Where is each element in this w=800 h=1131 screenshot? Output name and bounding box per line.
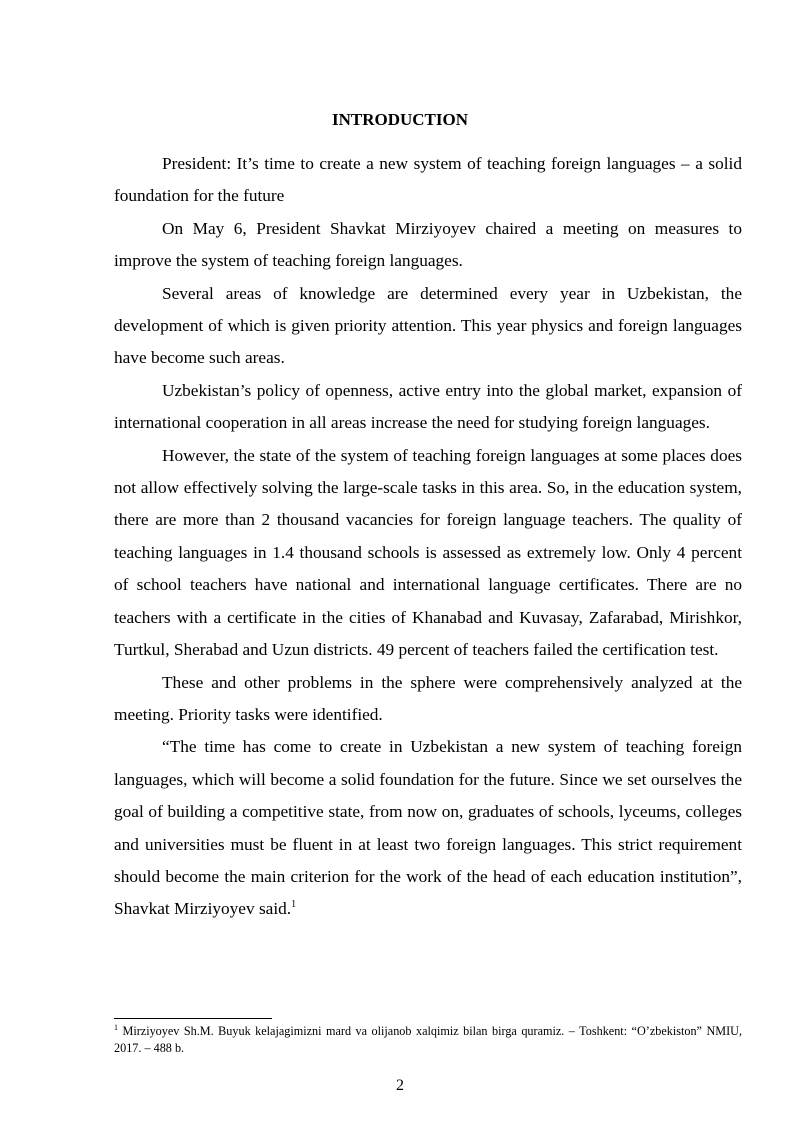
body-text	[114, 148, 742, 926]
paragraph-2: On May 6, President Shavkat Mirziyoyev chaired a meeting on measures to improve the system of teaching foreign languages.	[114, 218, 742, 271]
footnote-reference[interactable]: 1	[291, 899, 297, 911]
paragraph-4: Uzbekistan’s policy of openness, active entry into the global market, expansion of international cooperation in all areas increase the need for studying foreign languages.	[114, 380, 742, 433]
page-title: INTRODUCTION	[331, 110, 469, 129]
footnote-divider	[114, 1018, 272, 1019]
paragraph-7	[114, 731, 742, 925]
footnote	[114, 1023, 742, 1057]
footnote-text: Mirziyoyev Sh.M. Buyuk kelajagimizni mard va olijanob xalqimiz bilan birga quramiz. – Toshkent: “O’zbekiston” NMIU, 2017. – 488 b.	[114, 1024, 742, 1055]
paragraph-6: These and other problems in the sphere were comprehensively analyzed at the meeting. Priority tasks were identified.	[114, 672, 742, 724]
paragraph-5: However, the state of the system of teaching foreign languages at some places does not allow effectively solving the large-scale tasks in this area. So, in the education system, there are more than 2 thousand vacancies for foreign language teachers. The quality of teaching languages in 1.4 thousand schools is assessed as extremely low. Only 4 percent of school teachers have national and international language certificates. There are no teachers with a certificate in the cities of Khanabad and Kuvasay, Zafarabad, Mirishkor, Turtkul, Sherabad and Uzun districts. 49 percent of teachers failed the certification test.	[114, 445, 742, 660]
paragraph-7-text: “The time has come to create in Uzbekistan a new system of teaching foreign languages, which will become a solid foundation for the future. Since we set ourselves the goal of building a competitive state, from now on, graduates of schools, lyceums, colleges and universities must be fluent in at least two foreign languages. This strict requirement should become the main criterion for the work of the head of each education institution”, Shavkat Mirziyoyev said.	[114, 737, 742, 919]
paragraph-1: President: It’s time to create a new system of teaching foreign languages – a solid foundation for the future	[114, 154, 742, 206]
page-number: 2	[396, 1077, 404, 1094]
footnote-mark: 1	[114, 1022, 118, 1032]
paragraph-3: Several areas of knowledge are determined every year in Uzbekistan, the development of which is given priority attention. This year physics and foreign languages have become such areas.	[114, 283, 742, 368]
